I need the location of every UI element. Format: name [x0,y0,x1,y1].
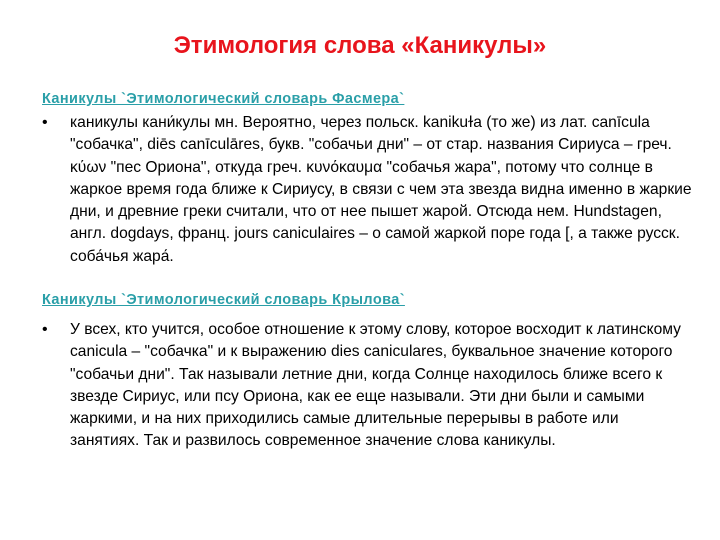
page-title: Этимология слова «Каникулы» [173,32,547,59]
bullet-item-krylov [42,319,692,453]
bullet-icon: • [42,114,48,131]
bullet-text-krylov: У всех, кто учится, особое отношение к этому слову, которое восходит к латинскому canicula – "собачка" и к выражению dies caniculares, буквальное значение которого "собачьи дни". Так называли летние дни, когда Солнце находилось ближе всего к звезде Сириус, или псу Ориона, как ее еще называли. Эти дни были и самыми жаркими, и на них приходились самые длительные перерывы в работе или занятиях. Так и развилось современное значение слова каникулы. [70,321,681,450]
bullet-item-vasmer [42,112,692,268]
source-link-krylov[interactable]: Каникулы `Этимологический словарь Крылова` [42,292,405,308]
source-link-vasmer[interactable]: Каникулы `Этимологический словарь Фасмера` [42,91,405,107]
bullet-text-vasmer: каникулы кани́кулы мн. Вероятно, через польск. kanikuɫa (то же) из лат. canīcula "собачка", diēs canīculāres, букв. "собачьи дни" – от стар. названия Сириуса – греч. κύων "пес Ориона", откуда греч. κυνόκαυμα "собачья жара", потому что солнце в жаркое время года ближе к Сириусу, в связи с чем эта звезда видна именно в жаркие дни, и древние греки считали, что от нее пышет жарой. Отсюда нем. Hundstagen, англ. dogdays, франц. jours caniculaires – о самой жаркой поре года [, а также русск. соба́чья жара́. [70,114,692,265]
bullet-icon: • [42,321,48,338]
